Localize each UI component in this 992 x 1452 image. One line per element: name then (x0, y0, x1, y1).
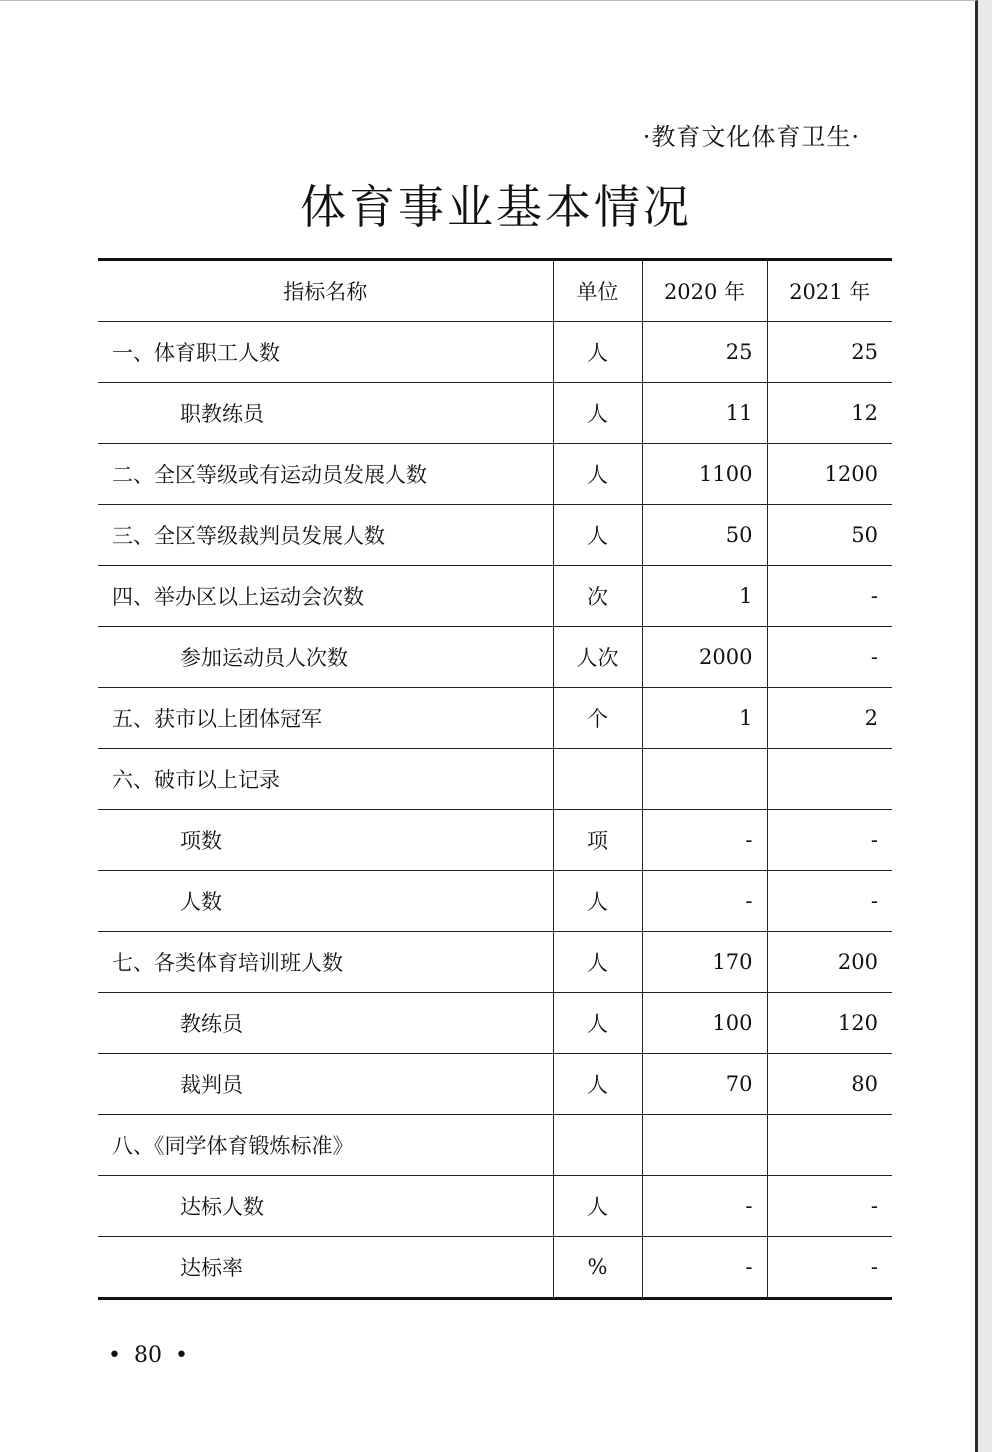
row-value-2020: 70 (642, 1054, 767, 1115)
row-unit: 人次 (553, 627, 642, 688)
row-unit: 人 (553, 444, 642, 505)
row-value-2020: - (642, 1176, 767, 1237)
row-value-2020: 1 (642, 688, 767, 749)
row-value-2020: - (642, 871, 767, 932)
table-row (98, 810, 892, 871)
row-name: 六、破市以上记录 (98, 749, 553, 810)
row-name: 项数 (98, 810, 553, 871)
row-value-2020: 1100 (642, 444, 767, 505)
row-value-2021: 1200 (767, 444, 892, 505)
table-row (98, 932, 892, 993)
row-unit: 人 (553, 1176, 642, 1237)
page-number: • 80 • (108, 1343, 188, 1368)
row-value-2020: 11 (642, 383, 767, 444)
row-unit: 人 (553, 993, 642, 1054)
row-value-2020: 25 (642, 322, 767, 383)
row-name: 达标人数 (98, 1176, 553, 1237)
row-name: 五、获市以上团体冠军 (98, 688, 553, 749)
row-value-2020: 2000 (642, 627, 767, 688)
table-row (98, 566, 892, 627)
header-year-2021: 2021 年 (767, 260, 892, 322)
table-header-row (98, 260, 892, 322)
row-name: 教练员 (98, 993, 553, 1054)
row-value-2020: 170 (642, 932, 767, 993)
table-row (98, 1237, 892, 1299)
row-value-2021: 80 (767, 1054, 892, 1115)
header-indicator-name: 指标名称 (98, 260, 553, 322)
row-name: 达标率 (180, 1256, 243, 1280)
row-name: 职教练员 (98, 383, 553, 444)
row-value-2021: 200 (767, 932, 892, 993)
table-row (98, 993, 892, 1054)
row-name: 三、全区等级裁判员发展人数 (98, 505, 553, 566)
table-row (98, 749, 892, 810)
row-value-2021: - (767, 810, 892, 871)
row-value-2020 (642, 1115, 767, 1176)
header-unit: 单位 (553, 260, 642, 322)
row-unit: 人 (553, 322, 642, 383)
row-name: 四、举办区以上运动会次数 (98, 566, 553, 627)
row-value-2020: - (642, 1237, 767, 1299)
row-unit (553, 749, 642, 810)
row-unit: 人 (553, 871, 642, 932)
row-value-2021: 50 (767, 505, 892, 566)
row-name: 裁判员 (98, 1054, 553, 1115)
row-value-2020: - (642, 810, 767, 871)
row-value-2021: - (767, 627, 892, 688)
row-value-2021: 120 (767, 993, 892, 1054)
table-row (98, 688, 892, 749)
row-value-2020: 100 (642, 993, 767, 1054)
row-value-2021 (767, 749, 892, 810)
row-name: 二、全区等级或有运动员发展人数 (98, 444, 553, 505)
row-name: 八、《同学体育锻炼标准》 (98, 1115, 553, 1176)
row-value-2021: - (767, 1237, 892, 1299)
row-name: 七、各类体育培训班人数 (98, 932, 553, 993)
row-value-2020: 1 (642, 566, 767, 627)
row-value-2021: 25 (767, 322, 892, 383)
table-row (98, 1115, 892, 1176)
section-tag: ·教育文化体育卫生· (642, 123, 860, 151)
table-row (98, 1176, 892, 1237)
row-unit: 项 (553, 810, 642, 871)
header-year-2020: 2020 年 (642, 260, 767, 322)
sports-statistics-table (98, 258, 892, 1300)
row-value-2021: 2 (767, 688, 892, 749)
row-unit: 次 (553, 566, 642, 627)
row-unit: 人 (553, 1054, 642, 1115)
row-unit (553, 1115, 642, 1176)
row-value-2021 (767, 1115, 892, 1176)
row-unit: 人 (553, 383, 642, 444)
row-name: 一、体育职工人数 (98, 322, 553, 383)
row-value-2021: - (767, 1176, 892, 1237)
row-value-2021: 12 (767, 383, 892, 444)
row-name: 参加运动员人次数 (98, 627, 553, 688)
row-unit: 个 (553, 688, 642, 749)
table-row (98, 505, 892, 566)
row-unit: 人 (553, 932, 642, 993)
row-unit: 人 (553, 505, 642, 566)
table-row (98, 444, 892, 505)
table-row (98, 871, 892, 932)
table-row (98, 383, 892, 444)
row-unit: % (553, 1237, 642, 1299)
table-row (98, 627, 892, 688)
row-value-2020: 50 (642, 505, 767, 566)
table-row (98, 1054, 892, 1115)
table-row (98, 322, 892, 383)
row-value-2020 (642, 749, 767, 810)
row-value-2021: - (767, 871, 892, 932)
page-title: 体育事业基本情况 (300, 180, 692, 234)
row-name: 人数 (98, 871, 553, 932)
row-value-2021: - (767, 566, 892, 627)
